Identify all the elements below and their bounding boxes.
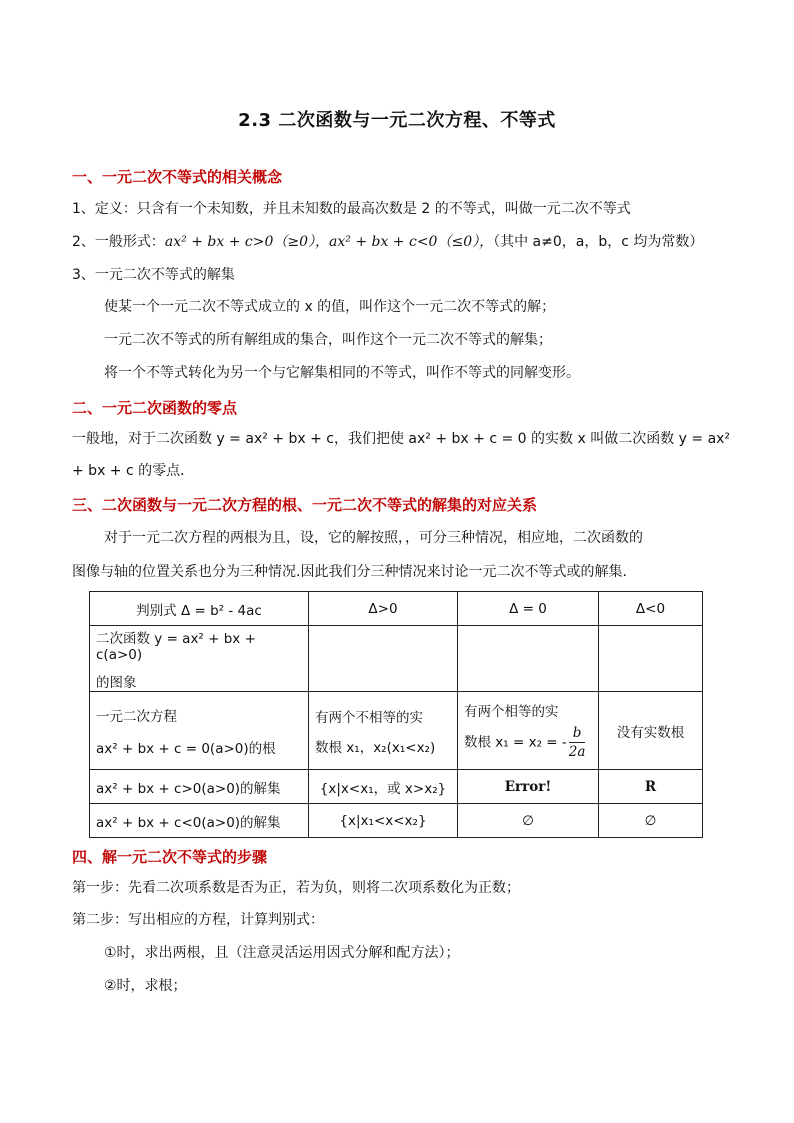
graph-cell-zero [458,626,599,692]
row-greater-label: ax² + bx + c>0(a>0)的解集 [90,770,309,804]
row-graph-label-b: 的图象 [96,674,137,691]
general-form-note: （其中 a≠0，a，b，c 均为常数） [493,234,704,250]
page-title: 2.3 二次函数与一元二次方程、不等式 [238,110,556,131]
header-positive: Δ>0 [309,592,458,626]
row-roots-label-b: ax² + bx + c = 0(a>0)的根 [96,740,276,757]
header-discriminant: 判别式 Δ = b² - 4ac [90,592,309,626]
graph-cell-positive [309,626,458,692]
solution-def-3: 将一个不等式转化为另一个与它解集相同的不等式，叫作不等式的同解变形。 [104,365,580,381]
roots-positive-a: 有两个不相等的实 [315,709,423,726]
roots-zero-fraction [569,724,586,761]
greater-cell-positive: {x|x<x₁，或 x>x₂} [309,770,458,804]
definition-line: 1、定义：只含有一个未知数，并且未知数的最高次数是 2 的不等式，叫做一元二次不等式 [72,201,631,217]
case-1: ①时，求出两根，且（注意灵活运用因式分解和配方法）； [104,945,460,961]
table-row-roots [90,692,703,770]
roots-cell-positive [309,692,458,770]
solution-def-1: 使某一个一元二次不等式成立的 x 的值，叫作这个一元二次不等式的解； [104,299,556,315]
less-cell-zero: ∅ [458,804,599,838]
zero-point-line-2: + bx + c 的零点． [72,463,195,479]
step-2: 第二步：写出相应的方程，计算判别式： [72,912,324,928]
row-roots-label [90,692,309,770]
row-graph-label [90,626,309,692]
row-less-label: ax² + bx + c<0(a>0)的解集 [90,804,309,838]
table-header-row [90,592,703,626]
table-row-less [90,804,703,838]
solution-def-2: 一元二次不等式的所有解组成的集合，叫作这个一元二次不等式的解集； [104,332,552,348]
relation-table [89,591,703,838]
roots-zero-b-wrap [464,724,592,761]
roots-positive-b: 数根 x₁，x₂(x₁<x₂) [315,739,436,756]
section-3-heading: 三、二次函数与一元二次方程的根、一元二次不等式的解集的对应关系 [72,496,538,514]
roots-zero-b: 数根 x₁ = x₂ = - [464,734,567,751]
zero-point-line-1: 一般地，对于二次函数 y = ax² + bx + c，我们把使 ax² + bx + c = 0 的实数 x 叫做二次函数 y = ax² [72,431,731,447]
general-form-formula: ax² + bx + c>0（≥0），ax² + bx + c<0（≤0）， [164,234,494,250]
case-2: ②时，求根； [104,978,187,994]
roots-cell-negative: 没有实数根 [599,692,703,770]
less-cell-positive: {x|x₁<x<x₂} [309,804,458,838]
roots-cell-zero [458,692,599,770]
less-cell-negative: ∅ [599,804,703,838]
section-4-heading: 四、解一元二次不等式的步骤 [72,848,268,866]
greater-cell-zero: Error! [458,770,599,804]
row-roots-label-a: 一元二次方程 [96,708,177,725]
step-1: 第一步：先看二次项系数是否为正，若为负，则将二次项系数化为正数； [72,880,520,896]
row-graph-label-a: 二次函数 y = ax² + bx + c(a>0) [96,630,256,663]
greater-cell-negative: R [599,770,703,804]
table-row-greater [90,770,703,804]
header-negative: Δ<0 [599,592,703,626]
fraction-denominator: 2a [568,744,586,760]
section-2-heading: 二、一元二次函数的零点 [72,399,238,417]
relation-intro-1: 对于一元二次方程的两根为且，设，它的解按照，，可分三种情况，相应地，二次函数的 [104,530,643,546]
solution-set-title: 3、一元二次不等式的解集 [72,267,235,283]
header-zero: Δ = 0 [458,592,599,626]
section-1-heading: 一、一元二次不等式的相关概念 [72,168,283,186]
general-form-prefix: 2、一般形式： [72,234,165,250]
relation-intro-2: 图像与轴的位置关系也分为三种情况.因此我们分三种情况来讨论一元二次不等式或的解集. [72,564,627,580]
graph-cell-negative [599,626,703,692]
roots-zero-a: 有两个相等的实 [464,704,559,720]
fraction-numerator: b [569,724,586,743]
general-form-line [72,233,703,251]
table-row-graph [90,626,703,692]
